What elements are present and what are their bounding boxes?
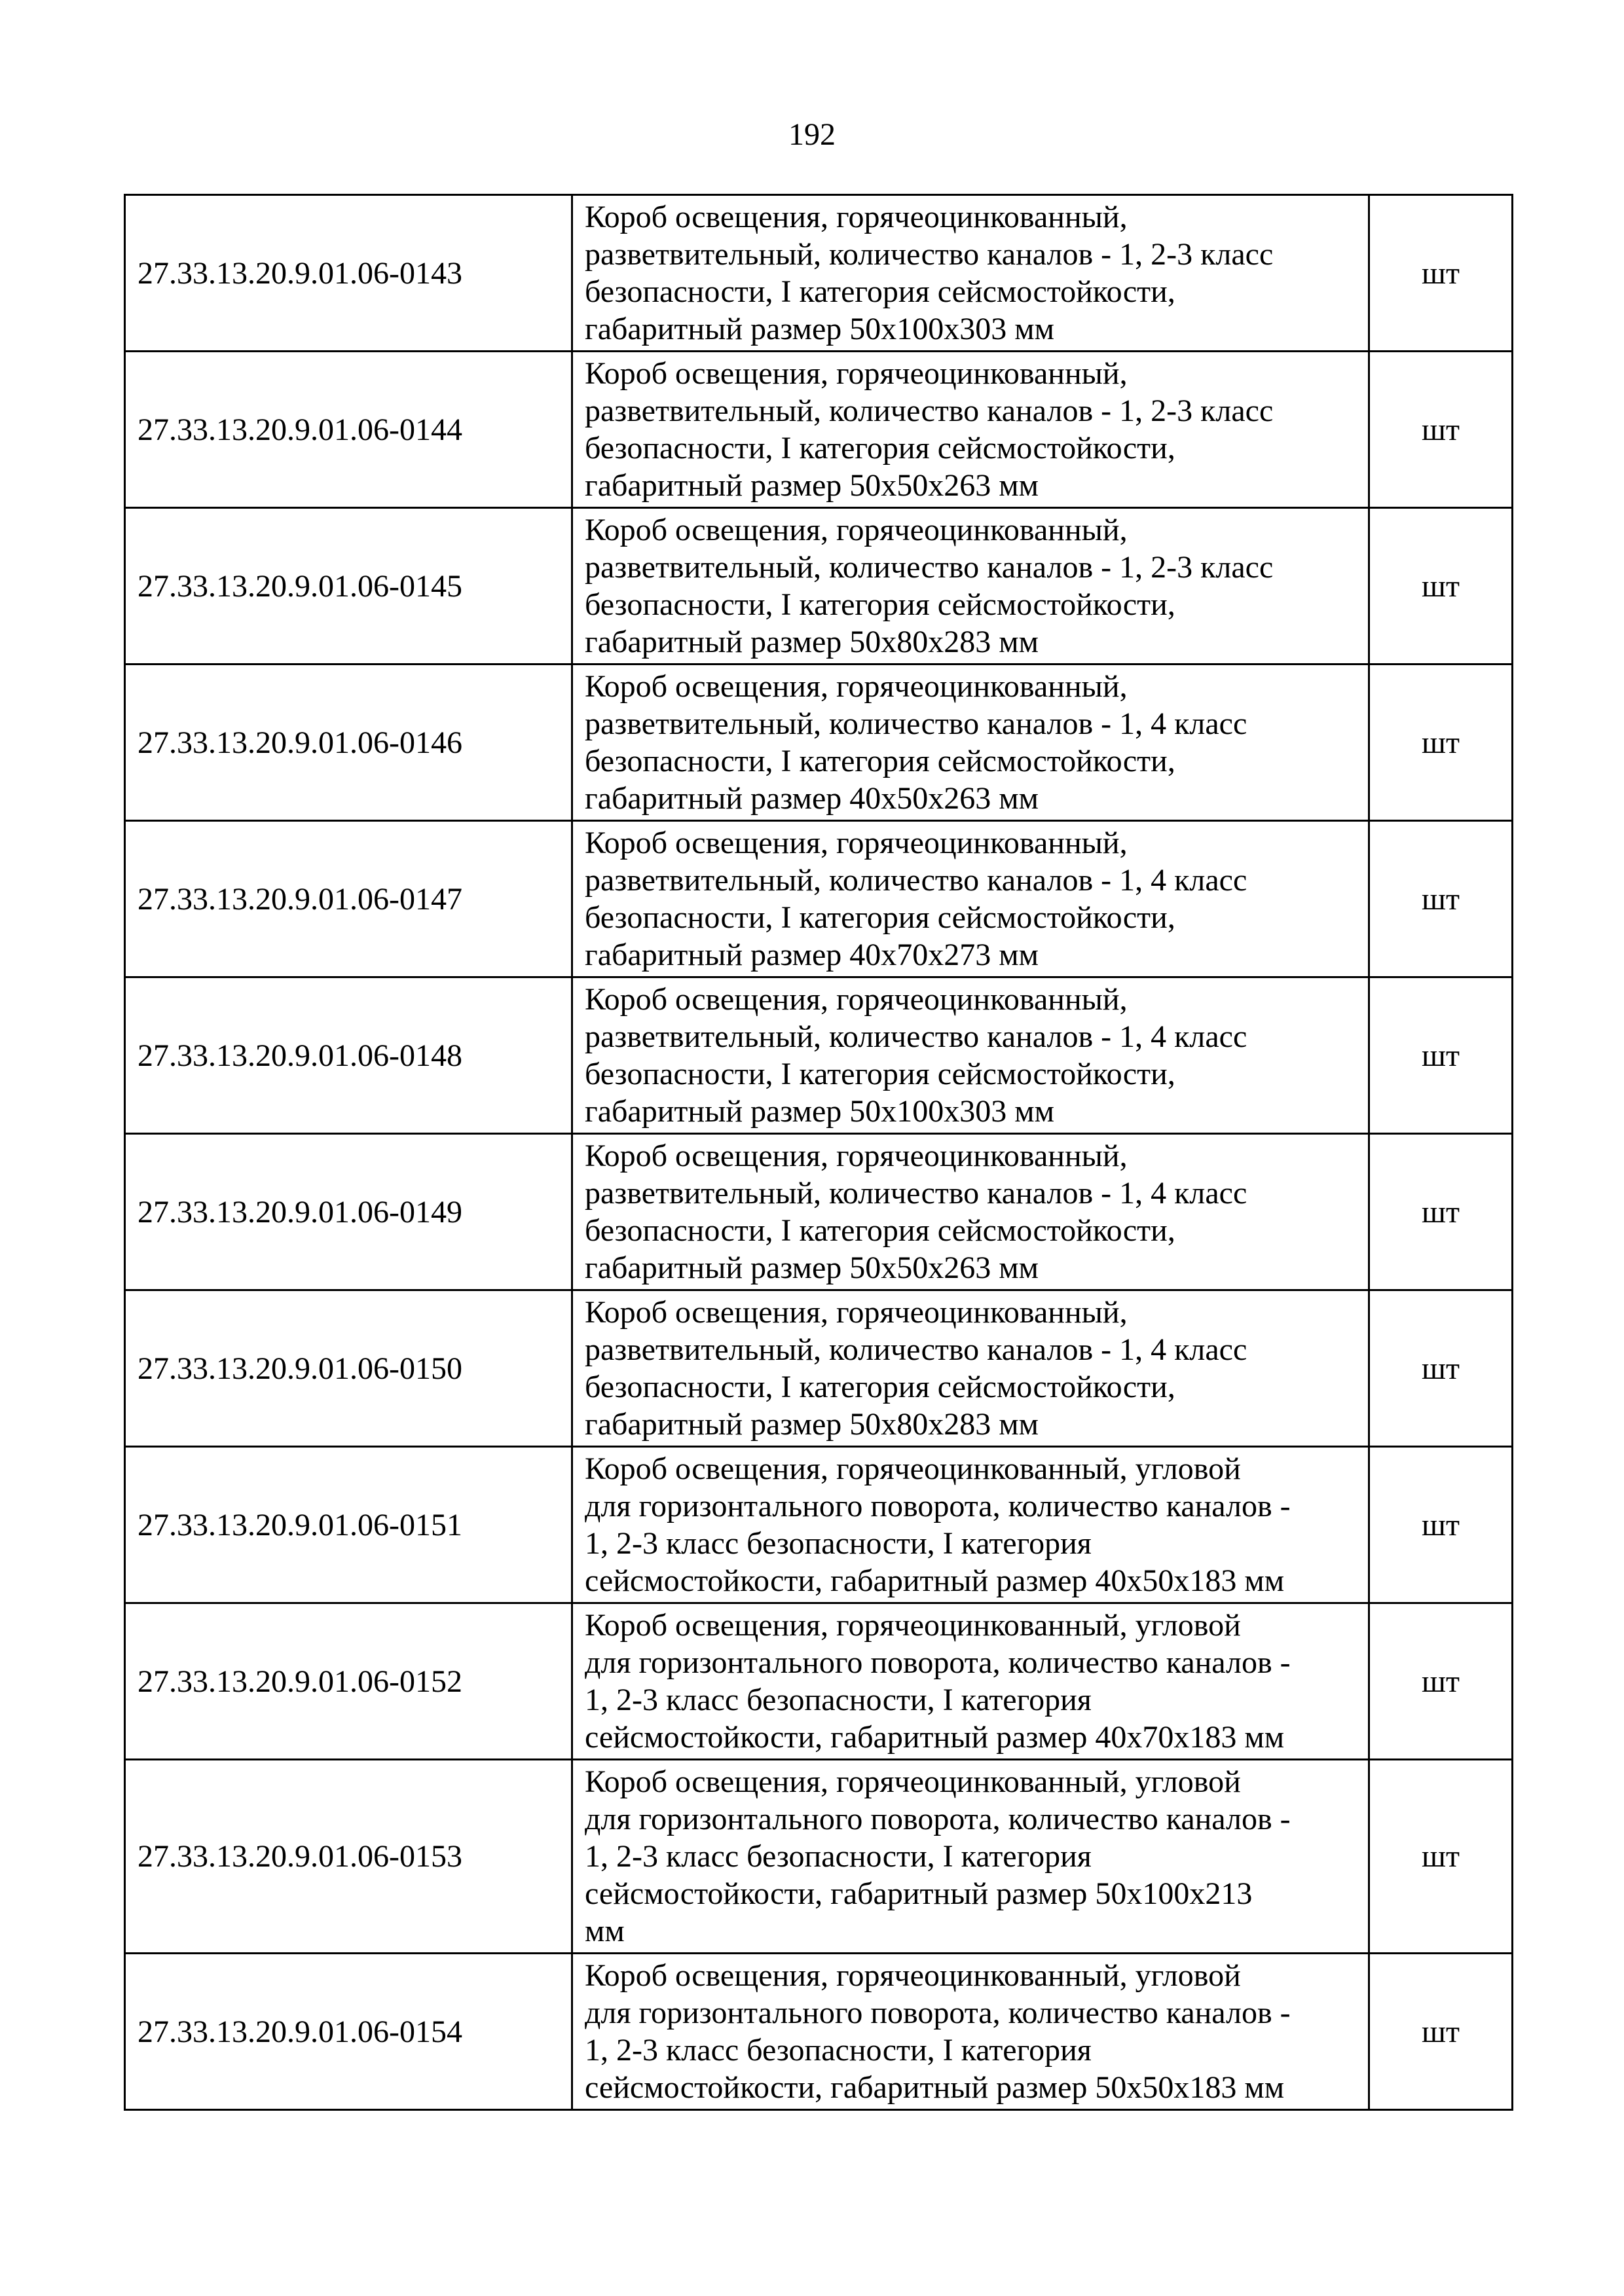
item-description-line: разветвительный, количество каналов - 1, 4 класс [585, 706, 1247, 741]
item-code: 27.33.13.20.9.01.06-0148 [125, 977, 572, 1134]
item-code: 27.33.13.20.9.01.06-0145 [125, 508, 572, 665]
item-description-line: 1, 2-3 класс безопасности, I категория [585, 1839, 1092, 1874]
table-row [125, 821, 1513, 977]
item-description-line: для горизонтального поворота, количество каналов - [585, 1489, 1291, 1523]
table-row [125, 1447, 1513, 1603]
table-row [125, 1290, 1513, 1447]
item-description-line: безопасности, I категория сейсмостойкости, [585, 274, 1175, 309]
item-description-line: Короб освещения, горячеоцинкованный, [585, 982, 1128, 1017]
item-description-line: разветвительный, количество каналов - 1, 2-3 класс [585, 393, 1274, 428]
item-description-line: мм [585, 1914, 625, 1948]
item-description-line: 1, 2-3 класс безопасности, I категория [585, 2033, 1092, 2068]
item-code: 27.33.13.20.9.01.06-0146 [125, 665, 572, 821]
table-row [125, 665, 1513, 821]
item-description-line: габаритный размер 50x100x303 мм [585, 1094, 1055, 1129]
item-description-line: Короб освещения, горячеоцинкованный, [585, 669, 1128, 704]
item-unit: шт [1369, 195, 1513, 352]
item-description [572, 1603, 1369, 1760]
item-description-line: разветвительный, количество каналов - 1, 4 класс [585, 863, 1247, 898]
item-unit: шт [1369, 352, 1513, 508]
item-unit: шт [1369, 977, 1513, 1134]
item-description-line: сейсмостойкости, габаритный размер 50x50x183 мм [585, 2070, 1285, 2105]
item-description-line: безопасности, I категория сейсмостойкости, [585, 431, 1175, 465]
item-description-line: сейсмостойкости, габаритный размер 50x100x213 [585, 1876, 1253, 1911]
item-description-line: габаритный размер 50x50x263 мм [585, 1250, 1039, 1285]
table-row [125, 1760, 1513, 1954]
item-description-line: Короб освещения, горячеоцинкованный, угловой [585, 1608, 1241, 1643]
item-description [572, 1134, 1369, 1290]
item-description-line: габаритный размер 50x80x283 мм [585, 625, 1039, 659]
item-description-line: разветвительный, количество каналов - 1, 2-3 класс [585, 237, 1274, 272]
item-description-line: габаритный размер 40x50x263 мм [585, 781, 1039, 816]
item-description-line: габаритный размер 50x50x263 мм [585, 468, 1039, 503]
item-description-line: габаритный размер 40x70x273 мм [585, 938, 1039, 972]
item-description-line: Короб освещения, горячеоцинкованный, угловой [585, 1764, 1241, 1799]
item-description-line: разветвительный, количество каналов - 1, 4 класс [585, 1019, 1247, 1054]
item-description [572, 665, 1369, 821]
item-description-line: безопасности, I категория сейсмостойкости, [585, 744, 1175, 778]
item-unit: шт [1369, 508, 1513, 665]
item-description-line: Короб освещения, горячеоцинкованный, [585, 513, 1128, 547]
item-description-line: безопасности, I категория сейсмостойкости, [585, 1057, 1175, 1091]
item-description-line: для горизонтального поворота, количество каналов - [585, 1645, 1291, 1680]
item-description-line: безопасности, I категория сейсмостойкости, [585, 1213, 1175, 1248]
item-description [572, 195, 1369, 352]
item-description-line: Короб освещения, горячеоцинкованный, [585, 356, 1128, 391]
item-description-line: разветвительный, количество каналов - 1, 4 класс [585, 1332, 1247, 1367]
item-unit: шт [1369, 1603, 1513, 1760]
item-description-line: для горизонтального поворота, количество каналов - [585, 1995, 1291, 2030]
item-code: 27.33.13.20.9.01.06-0143 [125, 195, 572, 352]
item-description-line: разветвительный, количество каналов - 1, 2-3 класс [585, 550, 1274, 585]
item-code: 27.33.13.20.9.01.06-0150 [125, 1290, 572, 1447]
item-description-line: Короб освещения, горячеоцинкованный, угловой [585, 1958, 1241, 1993]
item-description-line: безопасности, I категория сейсмостойкости, [585, 1370, 1175, 1404]
item-code: 27.33.13.20.9.01.06-0144 [125, 352, 572, 508]
table-row [125, 1603, 1513, 1760]
table-row [125, 195, 1513, 352]
item-description-line: Короб освещения, горячеоцинкованный, угловой [585, 1451, 1241, 1486]
item-unit: шт [1369, 1954, 1513, 2110]
items-table [124, 194, 1513, 2111]
item-description [572, 1954, 1369, 2110]
item-unit: шт [1369, 1447, 1513, 1603]
item-code: 27.33.13.20.9.01.06-0151 [125, 1447, 572, 1603]
item-unit: шт [1369, 1760, 1513, 1954]
item-description-line: габаритный размер 50x100x303 мм [585, 312, 1055, 346]
item-description-line: Короб освещения, горячеоцинкованный, [585, 1295, 1128, 1330]
item-unit: шт [1369, 1290, 1513, 1447]
item-code: 27.33.13.20.9.01.06-0149 [125, 1134, 572, 1290]
item-description-line: 1, 2-3 класс безопасности, I категория [585, 1683, 1092, 1717]
item-description [572, 1760, 1369, 1954]
item-unit: шт [1369, 821, 1513, 977]
item-code: 27.33.13.20.9.01.06-0147 [125, 821, 572, 977]
item-description-line: Короб освещения, горячеоцинкованный, [585, 826, 1128, 860]
item-description [572, 821, 1369, 977]
item-description-line: Короб освещения, горячеоцинкованный, [585, 200, 1128, 234]
item-description [572, 352, 1369, 508]
item-description-line: Короб освещения, горячеоцинкованный, [585, 1139, 1128, 1173]
item-description [572, 977, 1369, 1134]
items-table-body [125, 195, 1513, 2110]
item-description [572, 1290, 1369, 1447]
item-code: 27.33.13.20.9.01.06-0152 [125, 1603, 572, 1760]
item-unit: шт [1369, 1134, 1513, 1290]
item-unit: шт [1369, 665, 1513, 821]
item-description-line: безопасности, I категория сейсмостойкости, [585, 587, 1175, 622]
item-code: 27.33.13.20.9.01.06-0153 [125, 1760, 572, 1954]
item-description-line: для горизонтального поворота, количество каналов - [585, 1802, 1291, 1836]
table-row [125, 1954, 1513, 2110]
item-description-line: сейсмостойкости, габаритный размер 40x70x183 мм [585, 1720, 1285, 1755]
table-row [125, 508, 1513, 665]
item-description-line: 1, 2-3 класс безопасности, I категория [585, 1526, 1092, 1561]
item-code: 27.33.13.20.9.01.06-0154 [125, 1954, 572, 2110]
item-description [572, 508, 1369, 665]
item-description [572, 1447, 1369, 1603]
table-row [125, 977, 1513, 1134]
item-description-line: сейсмостойкости, габаритный размер 40x50x183 мм [585, 1563, 1285, 1598]
item-description-line: габаритный размер 50x80x283 мм [585, 1407, 1039, 1442]
item-description-line: безопасности, I категория сейсмостойкости, [585, 900, 1175, 935]
item-description-line: разветвительный, количество каналов - 1, 4 класс [585, 1176, 1247, 1211]
page-number: 192 [788, 117, 836, 152]
table-row [125, 352, 1513, 508]
table-row [125, 1134, 1513, 1290]
